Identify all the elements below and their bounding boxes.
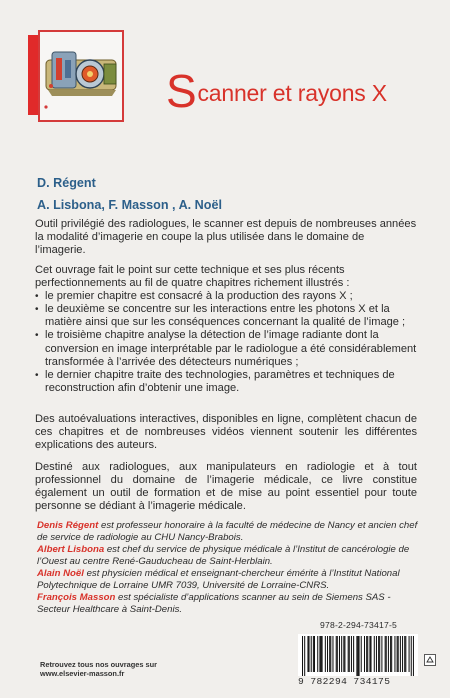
barcode-bar: [332, 636, 333, 672]
barcode-bar: [398, 636, 399, 672]
barcode-bar: [391, 636, 392, 672]
barcode-bar: [343, 636, 344, 672]
author-line-1: D. Régent: [37, 176, 96, 190]
barcode-bar: [304, 636, 305, 676]
barcode-bar: [344, 636, 345, 672]
barcode-bar: [313, 636, 314, 672]
title-rest: canner et rayons X: [197, 80, 387, 106]
bio-text: est physicien médical et enseignant-chercheur émérite à l’Institut National Polytechnique de Lorraine UMR 7039, Université de Lorraine-CNRS.: [37, 568, 400, 591]
scanner-illustration: [38, 30, 124, 122]
author-list: [37, 172, 222, 216]
barcode-bar: [322, 636, 323, 672]
barcode-bar: [388, 636, 389, 672]
accent-bar: [28, 35, 38, 115]
barcode-bar: [302, 636, 303, 676]
overview-lead: Cet ouvrage fait le point sur cette technique et ses plus récents perfectionnements au fil de quatre chapitres richement illustrés :: [35, 264, 350, 290]
barcode-bar: [367, 636, 368, 672]
book-title: [166, 65, 387, 117]
barcode-bar: [341, 636, 342, 672]
barcode-bar: [314, 636, 315, 672]
bio-item: [37, 568, 422, 592]
barcode-bar: [413, 636, 414, 676]
barcode-bar: [348, 636, 349, 672]
title-initial: S: [166, 65, 197, 117]
barcode-bar: [359, 636, 360, 676]
barcode-bar: [337, 636, 338, 672]
barcode-bar: [364, 636, 365, 672]
barcode-bar: [374, 636, 375, 672]
bio-text: est professeur honoraire à la faculté de médecine de Nancy et ancien chef de service de radiologie au CHU Nancy-Brabois.: [37, 520, 418, 543]
barcode-bar: [349, 636, 350, 672]
isbn-digits: 9 782294 734175: [298, 676, 391, 687]
barcode-bar: [361, 636, 362, 672]
barcode-bar: [386, 636, 387, 672]
isbn-label: 978-2-294-73417-5: [320, 620, 397, 630]
barcode-bar: [366, 636, 367, 672]
barcode-bar: [320, 636, 321, 672]
barcode-block: [290, 614, 430, 696]
bio-text: est spécialiste d’applications scanner au sein de Siemens SAS - Secteur Healthcare à Saint-Denis.: [37, 592, 391, 615]
intro-paragraph: Outil privilégié des radiologues, le scanner est depuis de nombreuses années la modalité d’imagerie en coupe la plus utilisée dans le domaine de l’imagerie.: [35, 218, 417, 257]
barcode-bar: [339, 636, 340, 672]
chapter-item: • le premier chapitre est consacré à la production des rayons X ;: [35, 290, 417, 303]
barcode-bar: [356, 636, 357, 676]
overview-section: [35, 264, 417, 395]
bio-name: François Masson: [37, 592, 116, 603]
barcode-bar: [357, 636, 358, 676]
chapter-item: • le dernier chapitre traite des technologies, paramètres et techniques de reconstruction afin d’obtenir une image.: [35, 369, 417, 395]
barcode-bar: [402, 636, 403, 672]
barcode-bar: [378, 636, 379, 672]
barcode-bar: [405, 636, 406, 672]
audience-paragraph: Destiné aux radiologues, aux manipulateurs en radiologie et à tout professionnel du domaine de l’imagerie médicale, ce livre constitue également un outil de formation et de mise au point essentiel pour toute personne se dédiant à l’imagerie médicale.: [35, 461, 417, 513]
barcode-bar: [385, 636, 386, 672]
barcode-bar: [329, 636, 330, 672]
bio-item: [37, 544, 422, 568]
bio-text: est chef du service de physique médicale à l’Institut de cancérologie de l’Ouest au centre René-Gauducheau de Saint-Herblain.: [37, 544, 410, 567]
bio-name: Albert Lisbona: [37, 544, 105, 555]
barcode-bar: [309, 636, 310, 672]
autoeval-paragraph: Des autoévaluations interactives, disponibles en ligne, complètent chacun de ces chapitres et de nombreuses vidéos viennent soutenir les différentes explications des auteurs.: [35, 413, 417, 452]
recycle-icon: [424, 654, 436, 666]
barcode-bar: [319, 636, 320, 672]
barcode-bar: [394, 636, 395, 672]
barcode-bar: [325, 636, 326, 672]
barcode-bar: [336, 636, 337, 672]
barcode-bar: [353, 636, 354, 672]
barcode-bar: [397, 636, 398, 672]
barcode-bar: [369, 636, 370, 672]
bio-name: Alain Noël: [37, 568, 84, 579]
author-bios: [37, 520, 422, 616]
barcode-bar: [400, 636, 401, 672]
barcode-bar: [390, 636, 391, 672]
barcode-bar: [381, 636, 382, 672]
barcode-bar: [311, 636, 312, 672]
footer-url[interactable]: www.elsevier-masson.fr: [40, 669, 125, 678]
chapter-item: • le deuxième se concentre sur les interactions entre les photons X et la matière ainsi que sur les conséquences concernant la qualité de l’image ;: [35, 303, 417, 329]
barcode-bar: [371, 636, 372, 672]
chapter-list: [35, 290, 417, 395]
barcode-bar: [379, 636, 380, 672]
bio-item: [37, 592, 422, 616]
footer-line-1: Retrouvez tous nos ouvrages sur: [40, 660, 158, 669]
barcode-bar: [411, 636, 412, 676]
author-line-2: A. Lisbona, F. Masson , A. Noël: [37, 198, 222, 212]
bio-item: [37, 520, 422, 544]
bio-name: Denis Régent: [37, 520, 99, 531]
barcode-bar: [307, 636, 308, 672]
barcode-bar: [376, 636, 377, 672]
barcode-bar: [330, 636, 331, 672]
barcode-bar: [409, 636, 410, 672]
barcode-bar: [404, 636, 405, 672]
publisher-footer: [40, 660, 157, 678]
scanner-drawing: [40, 32, 124, 122]
barcode-bar: [351, 636, 352, 672]
barcode-bar: [317, 636, 318, 672]
barcode: [298, 634, 418, 676]
barcode-bar: [327, 636, 328, 672]
chapter-item: • le troisième chapitre analyse la détection de l’image radiante dont la conversion en image interprétable par le radiologue a été considérablement transformée à l’arrivée des détecteurs numériques ;: [35, 329, 417, 368]
